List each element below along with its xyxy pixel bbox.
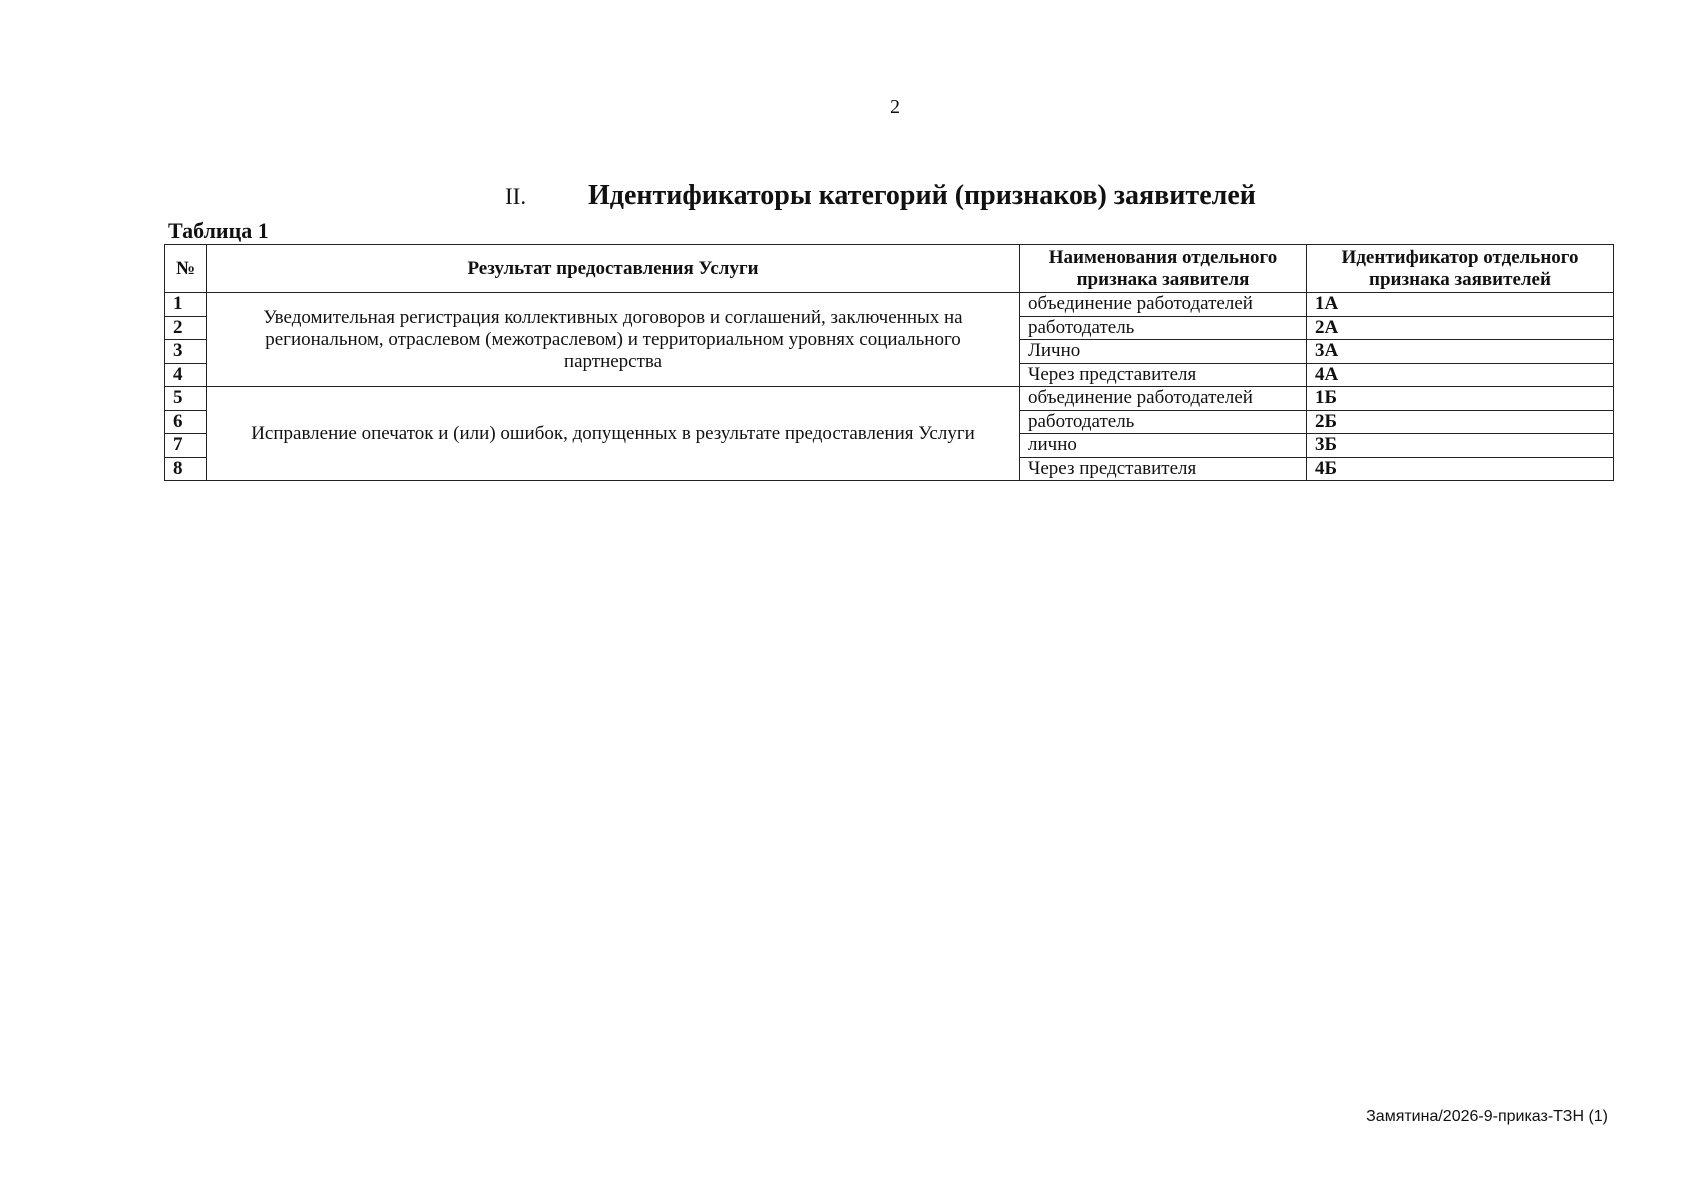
identifier-cell: 3А: [1307, 340, 1614, 364]
identifier-cell: 2А: [1307, 316, 1614, 340]
header-result: Результат предоставления Услуги: [207, 245, 1020, 293]
attribute-cell: Через представителя: [1020, 457, 1307, 481]
identifier-cell: 2Б: [1307, 410, 1614, 434]
row-number: 3: [165, 340, 207, 364]
identifier-cell: 1А: [1307, 293, 1614, 317]
identifier-cell: 1Б: [1307, 387, 1614, 411]
identifier-cell: 3Б: [1307, 434, 1614, 458]
attribute-cell: Лично: [1020, 340, 1307, 364]
section-number: II.: [505, 184, 527, 209]
header-attribute: Наименования отдельного признака заявителя: [1020, 245, 1307, 293]
row-number: 5: [165, 387, 207, 411]
attribute-cell: лично: [1020, 434, 1307, 458]
row-number: 1: [165, 293, 207, 317]
table-row: [165, 387, 1614, 411]
identifier-cell: 4Б: [1307, 457, 1614, 481]
header-identifier: Идентификатор отдельного признака заявителей: [1307, 245, 1614, 293]
section-heading: [0, 180, 1696, 220]
attribute-cell: работодатель: [1020, 410, 1307, 434]
attribute-cell: работодатель: [1020, 316, 1307, 340]
row-number: 2: [165, 316, 207, 340]
header-num: №: [165, 245, 207, 293]
table-row: [165, 293, 1614, 317]
table-caption: Таблица 1: [168, 218, 269, 243]
attribute-cell: Через представителя: [1020, 363, 1307, 387]
attribute-cell: объединение работодателей: [1020, 387, 1307, 411]
section-title: Идентификаторы категорий (признаков) заявителей: [588, 180, 1256, 211]
row-number: 6: [165, 410, 207, 434]
row-number: 4: [165, 363, 207, 387]
identifiers-table: [164, 244, 1614, 481]
identifier-cell: 4А: [1307, 363, 1614, 387]
table-header-row: [165, 245, 1614, 293]
row-number: 8: [165, 457, 207, 481]
result-cell: Исправление опечаток и (или) ошибок, допущенных в результате предоставления Услуги: [207, 387, 1020, 481]
document-footer-code: Замятина/2026-9-приказ-ТЗН (1): [1366, 1108, 1608, 1125]
result-cell: Уведомительная регистрация коллективных договоров и соглашений, заключенных на региональном, отраслевом (межотраслевом) и территориальном уровнях социального партнерства: [207, 293, 1020, 387]
page-number: 2: [890, 96, 900, 118]
row-number: 7: [165, 434, 207, 458]
attribute-cell: объединение работодателей: [1020, 293, 1307, 317]
